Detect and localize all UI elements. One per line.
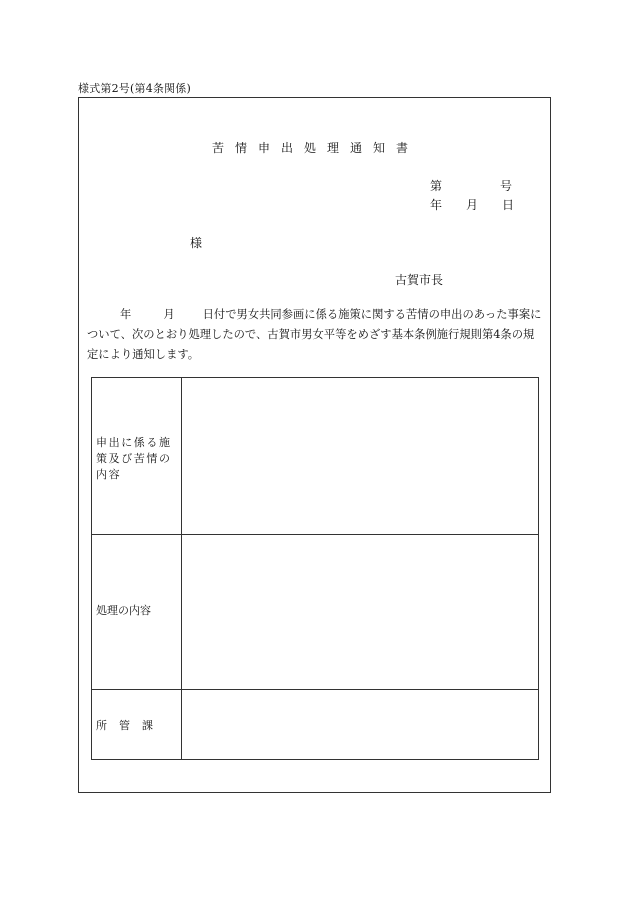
row-divider-1 <box>92 534 538 535</box>
body-line-1-text: 日付で男女共同参画に係る施策に関する苦情の申出のあった事案に <box>202 308 542 321</box>
notice-body <box>87 305 549 365</box>
date-month-label: 月 <box>466 198 479 212</box>
body-year-label: 年 <box>120 308 132 321</box>
number-suffix: 号 <box>500 179 513 193</box>
body-line-3: 定により通知します。 <box>87 348 200 361</box>
body-line-2: ついて、次のとおり処理したので、古賀市男女平等をめざす基本条例施行規則第4条の規 <box>87 328 535 341</box>
processing-content-field[interactable] <box>187 540 532 683</box>
complaint-content-label <box>96 435 172 483</box>
date-year-label: 年 <box>430 198 443 212</box>
body-month-label: 月 <box>163 308 175 321</box>
processing-content-label: 処理の内容 <box>96 604 151 617</box>
date-day-label: 日 <box>502 198 515 212</box>
column-divider <box>181 378 182 759</box>
issuer-name: 古賀市長 <box>395 273 444 287</box>
number-prefix: 第 <box>430 179 443 193</box>
department-label: 所管課 <box>96 719 165 732</box>
form-number-label: 様式第2号(第4条関係) <box>78 82 191 95</box>
document-title: 苦情申出処理通知書 <box>212 141 420 155</box>
body-line-1 <box>87 305 549 325</box>
complaint-content-field[interactable] <box>187 384 532 528</box>
complaint-content-label-line-1: 申出に係る施 <box>96 436 172 449</box>
addressee-honorific: 様 <box>190 236 203 250</box>
details-table <box>91 377 539 760</box>
department-field[interactable] <box>187 695 532 753</box>
row-divider-2 <box>92 689 538 690</box>
complaint-content-label-line-3: 内容 <box>96 468 122 481</box>
complaint-content-label-line-2: 策及び苦情の <box>96 452 172 465</box>
